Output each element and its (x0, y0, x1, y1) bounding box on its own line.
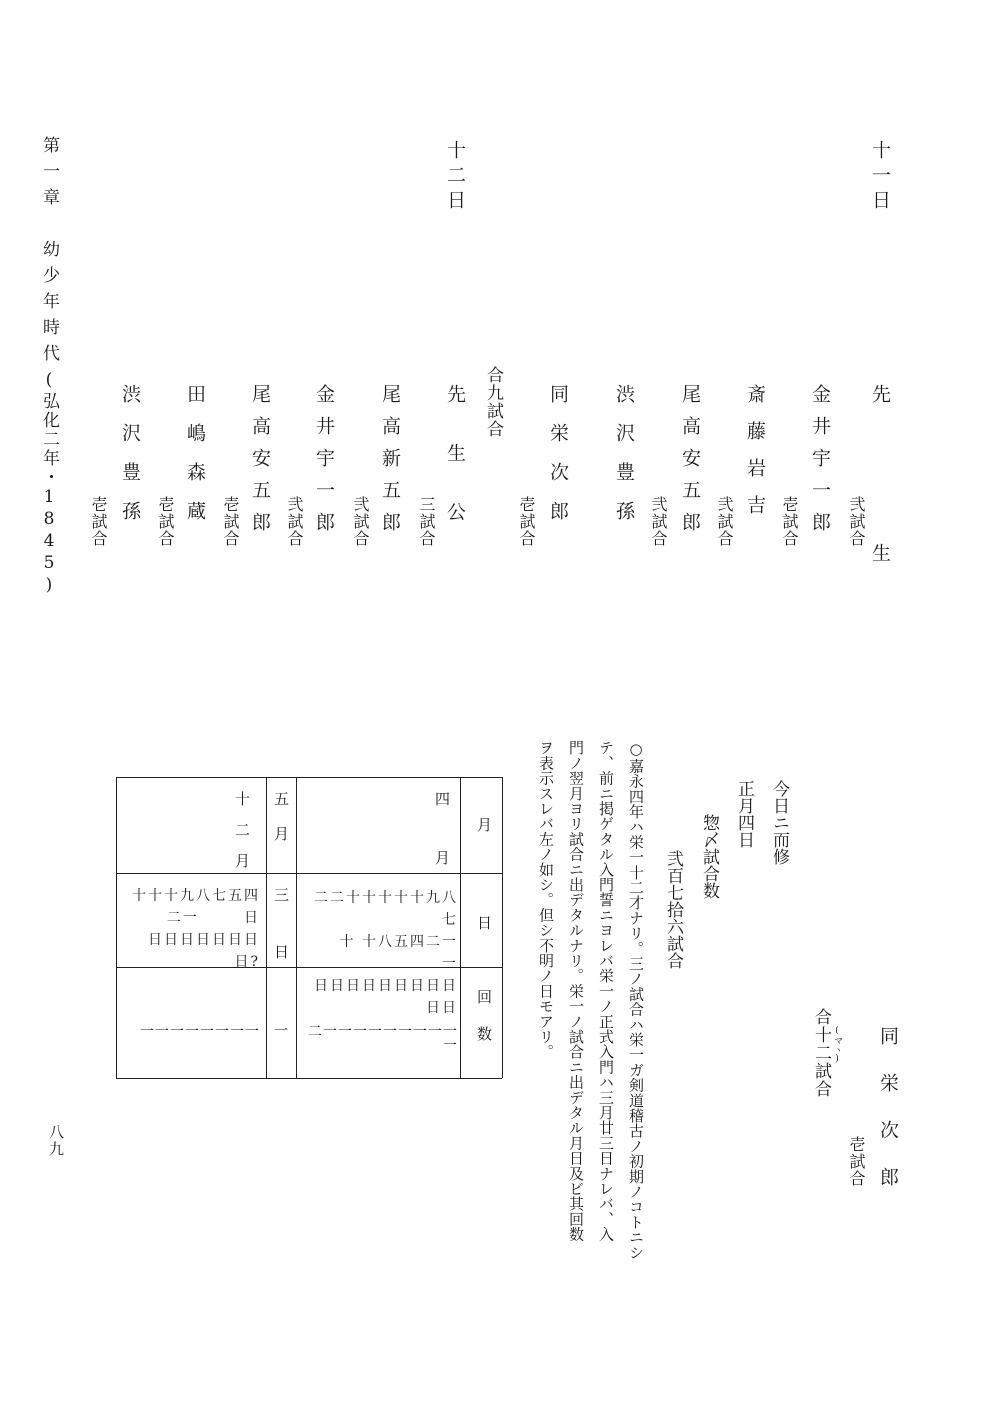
header-month: 月 (475, 817, 493, 832)
summary-line3: 惣〆試合数 (699, 814, 719, 899)
count-cell: 二一一一一一一一一一一 (308, 1024, 458, 1054)
entry-count: 壱試合 (156, 496, 175, 547)
entry-name: 渋沢豊孫 (613, 384, 635, 540)
group-total: 合九試合 (483, 366, 503, 438)
entry-count: 三試合 (417, 496, 436, 547)
entry-name: 渋沢豊孫 (119, 384, 141, 540)
day-cell: 三日 (272, 887, 290, 1001)
day-row-numbers-2: 二一 日 (166, 910, 260, 926)
summary-line2: 正月四日 (734, 780, 754, 848)
header-count: 回数 (475, 989, 493, 1063)
day-row-suffix: 日日日日日日日日? (148, 932, 260, 970)
summary-line4: 弐百七拾六試合 (663, 850, 683, 969)
day-heading-11: 十一日 (869, 140, 891, 215)
day-row-numbers-2: 十 十八五四二一 (339, 934, 458, 950)
entry-name: 金井宇一郎 (809, 384, 831, 544)
running-head-chapter: 第一章 (39, 136, 59, 214)
entry-count: 弐試合 (649, 496, 668, 547)
entry-count: 壱試合 (89, 496, 108, 547)
entry-count: 弐試合 (351, 496, 370, 547)
month-cell: 十二月 (233, 791, 251, 884)
month-cell: 四月 (433, 791, 451, 909)
day-row-numbers: 十十十九八七五四 (132, 888, 260, 904)
entry-name: 田嶋森蔵 (184, 384, 206, 540)
cont-count: 壱試合 (847, 1136, 866, 1187)
month-cell: 五月 (272, 791, 290, 861)
cont-name: 同栄次郎 (877, 1026, 899, 1214)
teacher-label: 先生公 (444, 384, 466, 561)
note-line: ○嘉永四年ハ栄一十二才ナリ。三ノ試合ハ栄一ガ剣道稽古ノ初期ノコトニシ (627, 740, 645, 1260)
day-row-numbers: 二二十十十十十九八七 (314, 890, 458, 928)
note-line: ヲ表示スレバ左ノ如シ。但シ不明ノ日モアリ。 (537, 740, 555, 1060)
running-head-title: 幼少年時代 (39, 240, 59, 370)
day-row-numbers-3: 一 (442, 956, 458, 972)
entry-count: 壱試合 (221, 496, 240, 547)
day-row-suffix: 日日日日日日日日日日日 (314, 978, 458, 1016)
entry-name: 尾高安五郎 (679, 384, 701, 544)
entry-name: 金井宇一郎 (313, 384, 335, 544)
entry-count: 弐試合 (715, 496, 734, 547)
entry-count: 壱試合 (517, 496, 536, 547)
entry-name: 尾高新五郎 (379, 384, 401, 544)
matches-table (116, 777, 502, 1078)
day-cell (124, 885, 260, 973)
header-day: 日 (475, 915, 493, 930)
summary-line1: 今日ニ而修 (769, 780, 789, 865)
note-line: 門ノ翌月ヨリ試合ニ出デタルナリ。栄一ノ試合ニ出デタル月日及ビ其回数 (567, 740, 585, 1242)
day-cell (308, 887, 458, 1019)
cont-ruby: (マヽ) (832, 1026, 842, 1064)
entry-count: 弐試合 (285, 496, 304, 547)
teacher-label: 先生 (869, 384, 891, 702)
page-number: 八九 (47, 1124, 65, 1158)
count-cell: 一 (272, 1023, 288, 1037)
entry-name: 同栄次郎 (547, 384, 569, 540)
entry-count: 弐試合 (847, 496, 866, 547)
count-cell: 一一一一一一一一 (140, 1024, 260, 1040)
day-heading-12: 十二日 (444, 140, 466, 215)
running-head-era: (弘化二年・1845) (39, 370, 59, 597)
entry-name: 尾高安五郎 (249, 384, 271, 544)
note-line: テ、前ニ掲ゲタル入門誓ニヨレバ栄一ノ正式入門ハ三月廿三日ナレバ、入 (597, 740, 615, 1242)
cont-total: 合十二試合 (811, 1008, 831, 1098)
entry-count: 壱試合 (780, 496, 799, 547)
entry-name: 斎藤岩吉 (744, 384, 766, 532)
